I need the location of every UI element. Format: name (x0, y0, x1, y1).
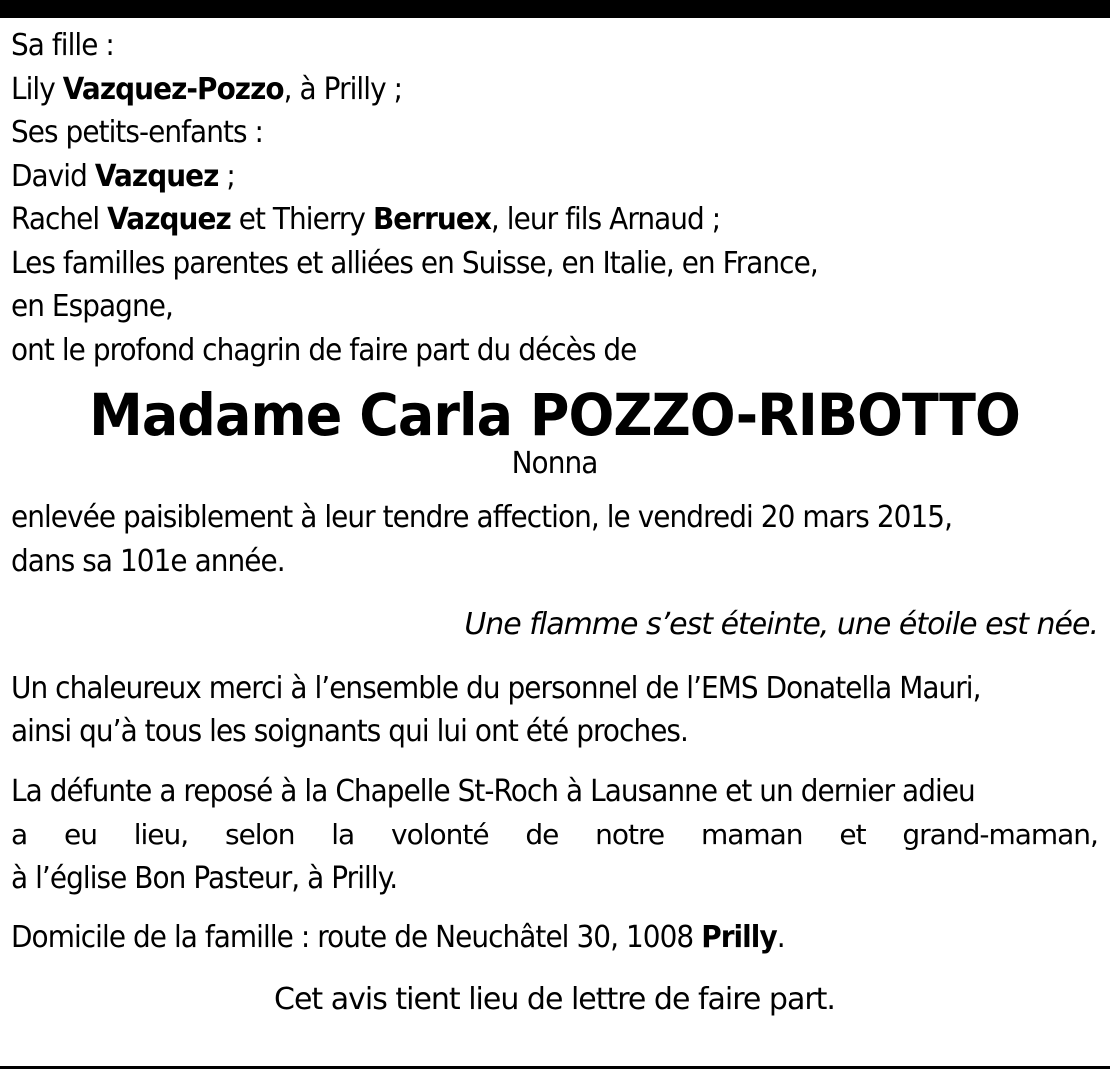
thanks-line-1: Un chaleureux merci à l’ensemble du personnel de l’EMS Donatella Mauri, (11, 670, 981, 706)
family-line-relatives (11, 242, 1022, 286)
funeral-word: selon (224, 818, 295, 851)
daughter-location: , à Prilly ; (283, 71, 403, 107)
grandchild-punct: ; (218, 158, 235, 194)
domicile-town: Prilly (701, 920, 777, 955)
domicile-address: Domicile de la famille : route de Neuchâtel 30, 1008 (11, 920, 702, 955)
family-line-relatives-cont (11, 285, 1022, 329)
domicile-paragraph (11, 916, 1098, 960)
domicile-line (11, 916, 1022, 960)
thanks-line-2: ainsi qu’à tous les soignants qui lui ont été proches. (11, 714, 688, 749)
deceased-nickname: Nonna (511, 446, 598, 481)
daughter-surname: Vazquez-Pozzo (62, 71, 284, 107)
grandchild2-surname: Vazquez (107, 202, 231, 237)
passing-line-1: enlevée paisiblement à leur tendre affection, le vendredi 20 mars 2015, (11, 500, 953, 535)
funeral-word: de (525, 818, 559, 851)
funeral-word: notre (595, 818, 665, 851)
funeral-line-2 (11, 813, 1098, 857)
partner-surname: Berruex (372, 202, 491, 237)
text-daughter-heading: Sa fille : (11, 28, 114, 63)
memorial-quote: Une flamme s’est éteinte, une étoile est née. (464, 607, 1098, 642)
thanks-paragraph (11, 667, 1098, 754)
family-line-announcement (11, 329, 1022, 373)
domicile-punct: . (776, 920, 785, 955)
funeral-word: eu (63, 818, 97, 851)
closing-statement: Cet avis tient lieu de lettre de faire part. (274, 981, 835, 1017)
funeral-word: et (839, 818, 866, 851)
funeral-line-3: à l’église Bon Pasteur, à Prilly. (11, 860, 398, 896)
text-relatives: Les familles parentes et alliées en Suisse, en Italie, en France, (11, 245, 818, 281)
passing-line-2: dans sa 101e année. (11, 543, 285, 579)
family-line-daughter (11, 68, 1022, 112)
grandchild-surname: Vazquez (94, 158, 219, 194)
family-line-grandchild-david (11, 155, 1022, 199)
passing-paragraph (11, 496, 1098, 583)
family-line-grandchildren-heading (11, 111, 1022, 155)
deceased-name: Madame Carla POZZO-RIBOTTO (89, 381, 1020, 449)
bottom-border-rule (0, 1066, 1110, 1069)
funeral-word: volonté (391, 818, 489, 851)
family-line-daughter-heading (11, 24, 1022, 68)
funeral-paragraph (11, 770, 1098, 901)
great-grandchild: , leur fils Arnaud ; (490, 202, 721, 237)
grandchild-first-name: David (11, 158, 95, 194)
text-relatives-cont: en Espagne, (11, 289, 173, 324)
partner-first-name: et Thierry (230, 202, 373, 237)
funeral-word: a (11, 818, 28, 851)
daughter-first-name: Lily (11, 71, 63, 107)
top-border-bar (0, 0, 1110, 18)
funeral-word: maman (700, 818, 803, 851)
grandchild2-first-name: Rachel (11, 202, 108, 237)
funeral-word: lieu, (133, 818, 189, 851)
funeral-word: grand-maman, (902, 818, 1098, 851)
text-grandchildren-heading: Ses petits-enfants : (11, 115, 263, 150)
funeral-line-1: La défunte a reposé à la Chapelle St-Roch à Lausanne et un dernier adieu (11, 773, 975, 809)
family-line-grandchild-rachel (11, 198, 1022, 242)
funeral-word: la (331, 818, 355, 851)
text-announcement: ont le profond chagrin de faire part du décès de (11, 332, 637, 368)
obituary-notice (11, 24, 1098, 1021)
